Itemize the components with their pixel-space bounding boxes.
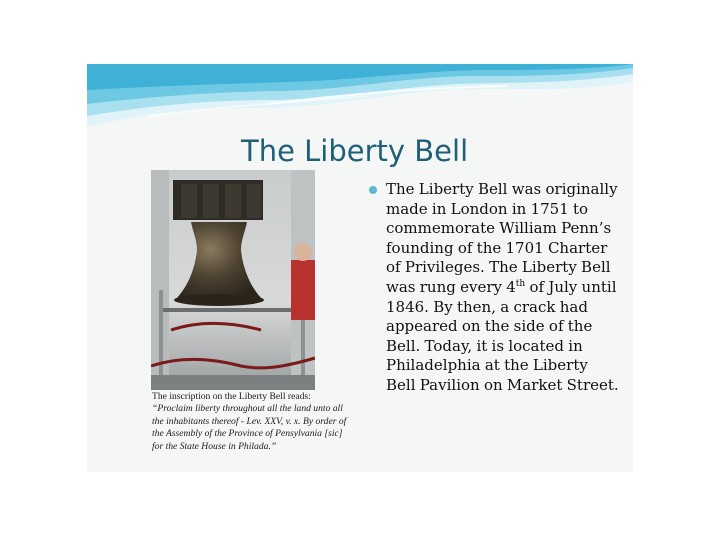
bullet-text-part-2: of July until 1846. By then, a crack had appeared on the side of the Bell. Today, it is located in Philadelphia at the Liberty Bell Pavilion on Market Street. <box>386 277 619 394</box>
bullet-list <box>369 180 621 396</box>
slide-title: The Liberty Bell <box>241 134 469 168</box>
bullet-text-part-1: The Liberty Bell was originally made in London in 1751 to commemorate William Penn’s founding of the 1701 Charter of Privileges. The Liberty Bell was rung every 4 <box>386 180 618 296</box>
bullet-dot-icon <box>369 186 377 194</box>
bullet-superscript: th <box>515 278 526 289</box>
caption-inscription-quote: “Proclaim liberty throughout all the land unto all the inhabitants thereof - Lev. XXV, v. x. By order of the Assembly of the Province of Pensylvania [sic] for the State House in Philada.” <box>152 403 347 452</box>
header-wave-decoration <box>87 64 633 134</box>
photo-caption <box>152 391 352 453</box>
slide <box>87 64 633 472</box>
bullet-item <box>386 180 621 396</box>
caption-lead: The inscription on the Liberty Bell reads: <box>152 391 311 402</box>
